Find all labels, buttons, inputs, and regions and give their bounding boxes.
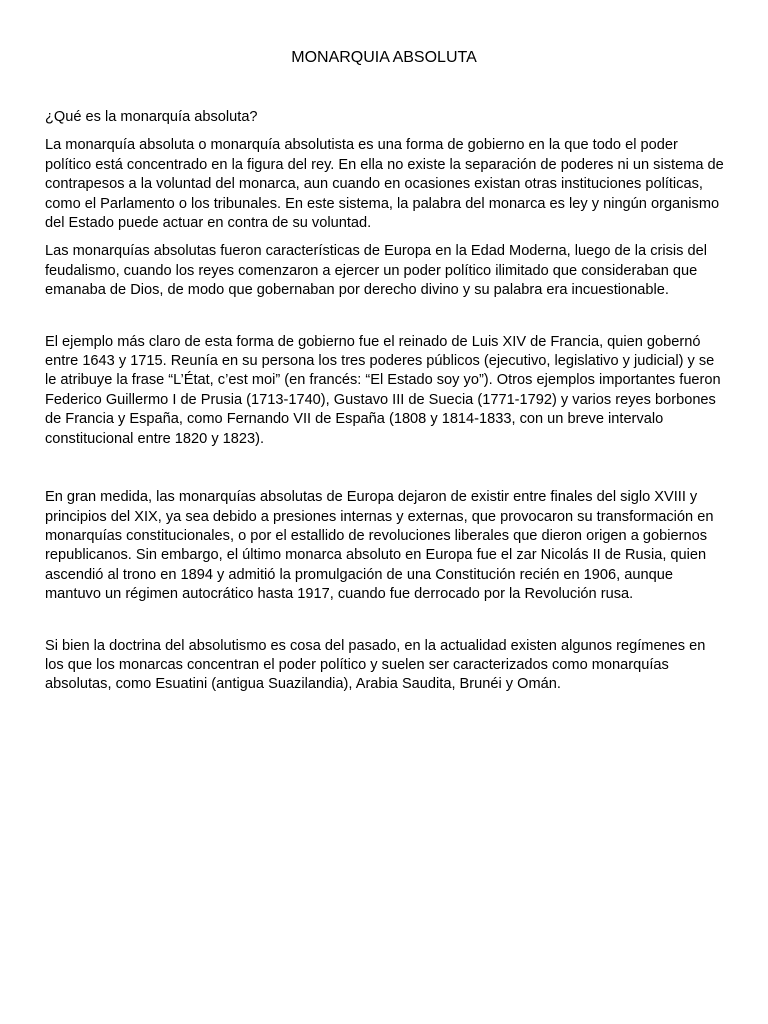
document-title: MONARQUIA ABSOLUTA [291, 49, 477, 66]
section-question: ¿Qué es la monarquía absoluta? [45, 109, 258, 125]
paragraph-definition: La monarquía absoluta o monarquía absolutista es una forma de gobierno en la que todo el poder político está concentrado en la figura del rey. En ella no existe la separación de poderes ni un sistema de contrapesos a la voluntad del monarca, aun cuando en ocasiones existan otras instituciones políticas, como el Parlamento o los tribunales. En este sistema, la palabra del monarca es ley y ningún organismo del Estado puede actuar en contra de su voluntad. [45, 137, 724, 232]
paragraph-examples: El ejemplo más claro de esta forma de gobierno fue el reinado de Luis XIV de Francia, quien gobernó entre 1643 y 1715. Reunía en su persona los tres poderes públicos (ejecutivo, legislativo y judicial) y se le atribuye la frase “L’État, c’est moi” (en francés: “El Estado soy yo”). Otros ejemplos importantes fueron Federico Guillermo I de Prusia (1713-1740), Gustavo III de Suecia (1771-1792) y varios reyes borbones de Francia y España, como Fernando VII de España (1808 y 1814-1833, con un breve intervalo constitucional entre 1820 y 1823). [45, 333, 721, 447]
paragraph-decline: En gran medida, las monarquías absolutas de Europa dejaron de existir entre finales del siglo XVIII y principios del XIX, ya sea debido a presiones internas y externas, que provocaron su transformación en monarquías constitucionales, o por el estallido de revoluciones liberales que dieron origen a gobiernos republicanos. Sin embargo, el último monarca absoluto en Europa fue el zar Nicolás II de Rusia, quien ascendió al trono en 1894 y admitió la promulgación de una Constitución recién en 1906, aunque mantuvo un régimen autocrático hasta 1917, cuando fue derrocado por la Revolución rusa. [45, 489, 714, 603]
paragraph-history: Las monarquías absolutas fueron características de Europa en la Edad Moderna, luego de la crisis del feudalismo, cuando los reyes comenzaron a ejercer un poder político ilimitado que consideraban que emanaba de Dios, de modo que gobernaban por derecho divino y su palabra era incuestionable. [45, 243, 707, 299]
document-body [45, 108, 725, 695]
paragraph-current: Si bien la doctrina del absolutismo es cosa del pasado, en la actualidad existen algunos regímenes en los que los monarcas concentran el poder político y suelen ser caracterizados como monarquías absolutas, como Esuatini (antigua Suazilandia), Arabia Saudita, Brunéi y Omán. [45, 637, 706, 693]
